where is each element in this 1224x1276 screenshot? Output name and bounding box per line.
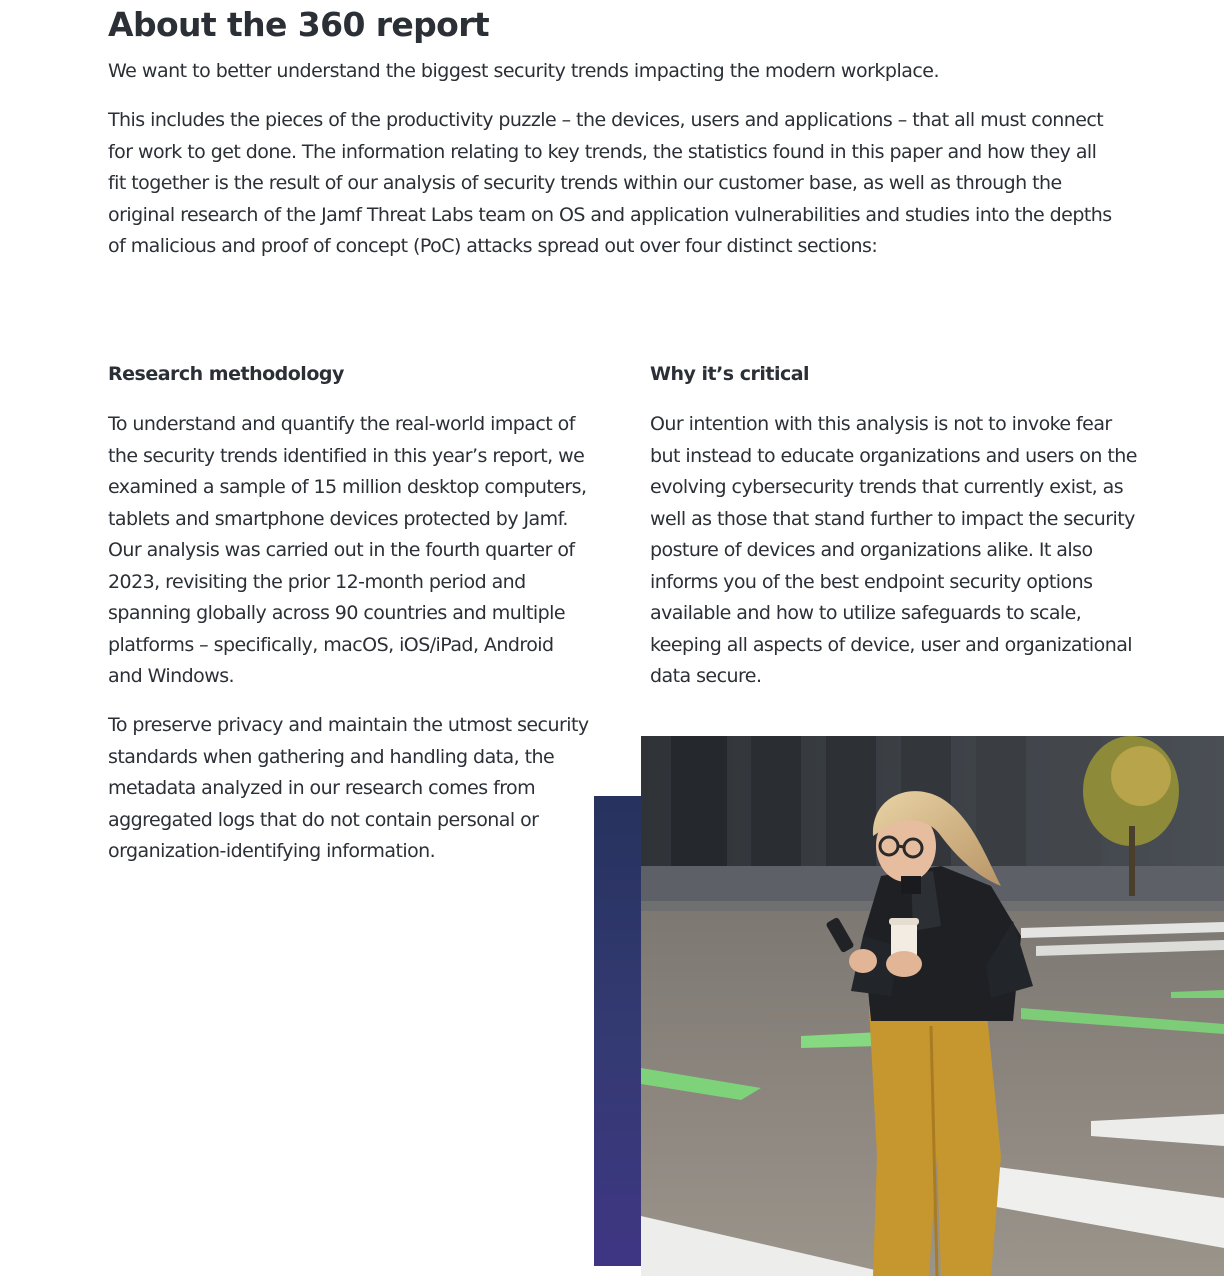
lead-paragraph: We want to better understand the biggest security trends impacting the modern workplace.: [108, 60, 940, 82]
why-critical-heading: Why it’s critical: [650, 363, 810, 385]
methodology-paragraph-2: To preserve privacy and maintain the utmost security standards when gathering and handling data, the metadata analyzed in our research comes from aggregated logs that do not contain personal or organization-identifying information.: [108, 714, 589, 862]
intro-paragraph: This includes the pieces of the productivity puzzle – the devices, users and applications – that all must connect for work to get done. The information relating to key trends, the statistics found in this paper and how they all fit together is the result of our analysis of security trends within our customer base, as well as through the original research of the Jamf Threat Labs team on OS and application vulnerabilities and studies into the depths of malicious and proof of concept (PoC) attacks spread out over four distinct sections:: [108, 109, 1112, 257]
why-critical-paragraph: Our intention with this analysis is not to invoke fear but instead to educate organizations and users on the evolving cybersecurity trends that currently exist, as well as those that stand further to impact the security posture of devices and organizations alike. It also informs you of the best endpoint security options available and how to utilize safeguards to scale, keeping all aspects of device, user and organizational data secure.: [650, 413, 1137, 687]
methodology-paragraph-1: To understand and quantify the real-world impact of the security trends identified in this year’s report, we examined a sample of 15 million desktop computers, tablets and smartphone devices protected by Jamf. Our analysis was carried out in the fourth quarter of 2023, revisiting the prior 12-month period and spanning globally across 90 countries and multiple platforms – specifically, macOS, iOS/iPad, Android and Windows.: [108, 413, 587, 687]
accent-bar: [594, 796, 641, 1266]
page-title: About the 360 report: [108, 5, 490, 44]
street-photo: [641, 736, 1224, 1276]
research-methodology-heading: Research methodology: [108, 363, 344, 385]
